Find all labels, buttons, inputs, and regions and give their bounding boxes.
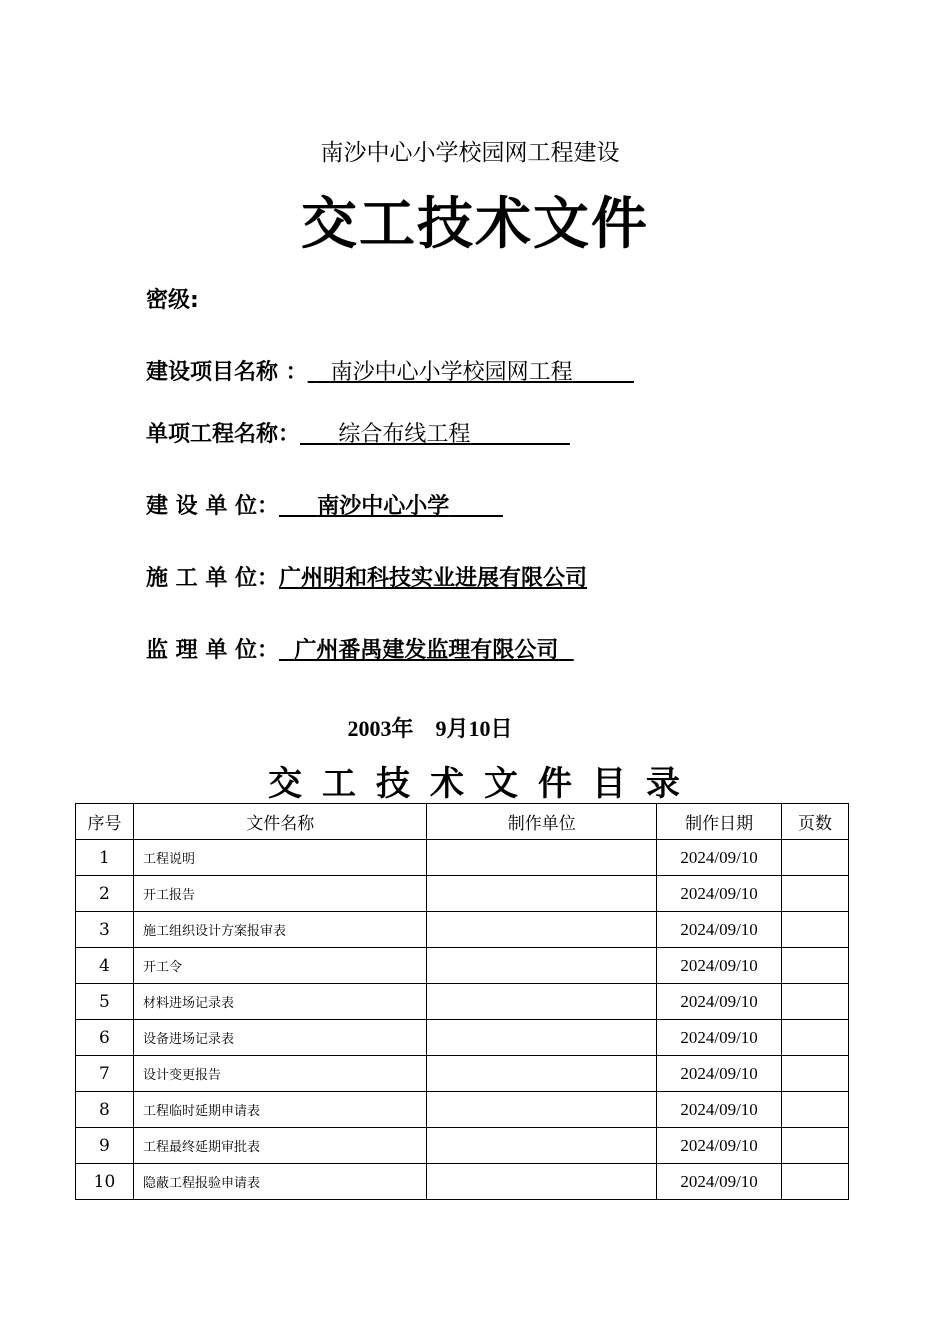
row-file-name: 开工报告 bbox=[133, 876, 427, 912]
row-unit bbox=[427, 1128, 657, 1164]
secrecy-field bbox=[146, 283, 199, 314]
row-unit bbox=[427, 840, 657, 876]
secrecy-label: 密级: bbox=[146, 288, 199, 313]
table-row bbox=[76, 984, 849, 1020]
row-index: 3 bbox=[76, 912, 134, 948]
row-pages bbox=[782, 840, 849, 876]
row-pages bbox=[782, 1164, 849, 1200]
row-date: 2024/09/10 bbox=[657, 1056, 782, 1092]
row-file-name: 施工组织设计方案报审表 bbox=[133, 912, 427, 948]
column-header-index: 序号 bbox=[76, 804, 134, 840]
project-name-label: 建设项目名称 ： bbox=[146, 360, 308, 385]
row-index: 5 bbox=[76, 984, 134, 1020]
row-date: 2024/09/10 bbox=[657, 1128, 782, 1164]
supervisor-label: 监 理 单 位： bbox=[146, 638, 279, 663]
sub-project-value: 综合布线工程 bbox=[338, 422, 471, 447]
row-index: 1 bbox=[76, 840, 134, 876]
table-row bbox=[76, 1056, 849, 1092]
column-header-date: 制作日期 bbox=[657, 804, 782, 840]
table-row bbox=[76, 1020, 849, 1056]
table-row bbox=[76, 1092, 849, 1128]
row-unit bbox=[427, 1020, 657, 1056]
document-subtitle: 南沙中心小学校园网工程建设 bbox=[320, 140, 620, 166]
row-file-name: 工程临时延期申请表 bbox=[133, 1092, 427, 1128]
row-index: 7 bbox=[76, 1056, 134, 1092]
row-file-name: 材料进场记录表 bbox=[133, 984, 427, 1020]
row-unit bbox=[427, 1164, 657, 1200]
row-unit bbox=[427, 1092, 657, 1128]
supervisor-field bbox=[146, 633, 574, 664]
sub-project-field bbox=[146, 417, 570, 448]
date-month-day: 9月10日 bbox=[435, 716, 513, 741]
contractor-value: 广州明和科技实业进展有限公司 bbox=[278, 566, 587, 591]
document-title: 交工技术文件 bbox=[301, 192, 649, 257]
table-row bbox=[76, 1128, 849, 1164]
document-date bbox=[0, 712, 860, 743]
project-name-field bbox=[146, 355, 634, 386]
contractor-field bbox=[146, 561, 587, 592]
row-pages bbox=[782, 876, 849, 912]
table-row bbox=[76, 840, 849, 876]
catalog-header-row bbox=[76, 804, 849, 840]
row-unit bbox=[427, 948, 657, 984]
row-pages bbox=[782, 1020, 849, 1056]
row-file-name: 工程最终延期审批表 bbox=[133, 1128, 427, 1164]
contractor-label: 施 工 单 位： bbox=[146, 566, 279, 591]
row-file-name: 工程说明 bbox=[133, 840, 427, 876]
row-date: 2024/09/10 bbox=[657, 876, 782, 912]
date-year: 2003年 bbox=[347, 716, 414, 741]
supervisor-value: 广州番禺建发监理有限公司 bbox=[294, 638, 559, 663]
project-name-value: 南沙中心小学校园网工程 bbox=[330, 360, 573, 385]
row-index: 10 bbox=[76, 1164, 134, 1200]
row-index: 9 bbox=[76, 1128, 134, 1164]
row-pages bbox=[782, 1056, 849, 1092]
column-header-name: 文件名称 bbox=[133, 804, 427, 840]
catalog-title: 交工技术文件目录 bbox=[268, 764, 700, 804]
row-index: 8 bbox=[76, 1092, 134, 1128]
column-header-pages: 页数 bbox=[782, 804, 849, 840]
row-date: 2024/09/10 bbox=[657, 840, 782, 876]
table-row bbox=[76, 948, 849, 984]
row-pages bbox=[782, 1128, 849, 1164]
row-date: 2024/09/10 bbox=[657, 984, 782, 1020]
row-file-name: 隐蔽工程报验申请表 bbox=[133, 1164, 427, 1200]
sub-project-label: 单项工程名称： bbox=[146, 422, 301, 447]
row-pages bbox=[782, 948, 849, 984]
catalog-table bbox=[75, 803, 849, 1200]
table-row bbox=[76, 912, 849, 948]
row-index: 2 bbox=[76, 876, 134, 912]
row-unit bbox=[427, 1056, 657, 1092]
owner-value: 南沙中心小学 bbox=[317, 494, 450, 519]
row-date: 2024/09/10 bbox=[657, 1020, 782, 1056]
row-index: 4 bbox=[76, 948, 134, 984]
row-pages bbox=[782, 1092, 849, 1128]
row-unit bbox=[427, 912, 657, 948]
owner-label: 建 设 单 位： bbox=[146, 494, 279, 519]
row-date: 2024/09/10 bbox=[657, 1164, 782, 1200]
owner-field bbox=[146, 489, 503, 520]
row-pages bbox=[782, 984, 849, 1020]
column-header-unit: 制作单位 bbox=[427, 804, 657, 840]
table-row bbox=[76, 876, 849, 912]
row-unit bbox=[427, 984, 657, 1020]
table-row bbox=[76, 1164, 849, 1200]
row-date: 2024/09/10 bbox=[657, 1092, 782, 1128]
row-file-name: 开工令 bbox=[133, 948, 427, 984]
row-file-name: 设计变更报告 bbox=[133, 1056, 427, 1092]
row-unit bbox=[427, 876, 657, 912]
row-date: 2024/09/10 bbox=[657, 912, 782, 948]
row-pages bbox=[782, 912, 849, 948]
row-file-name: 设备进场记录表 bbox=[133, 1020, 427, 1056]
row-date: 2024/09/10 bbox=[657, 948, 782, 984]
row-index: 6 bbox=[76, 1020, 134, 1056]
